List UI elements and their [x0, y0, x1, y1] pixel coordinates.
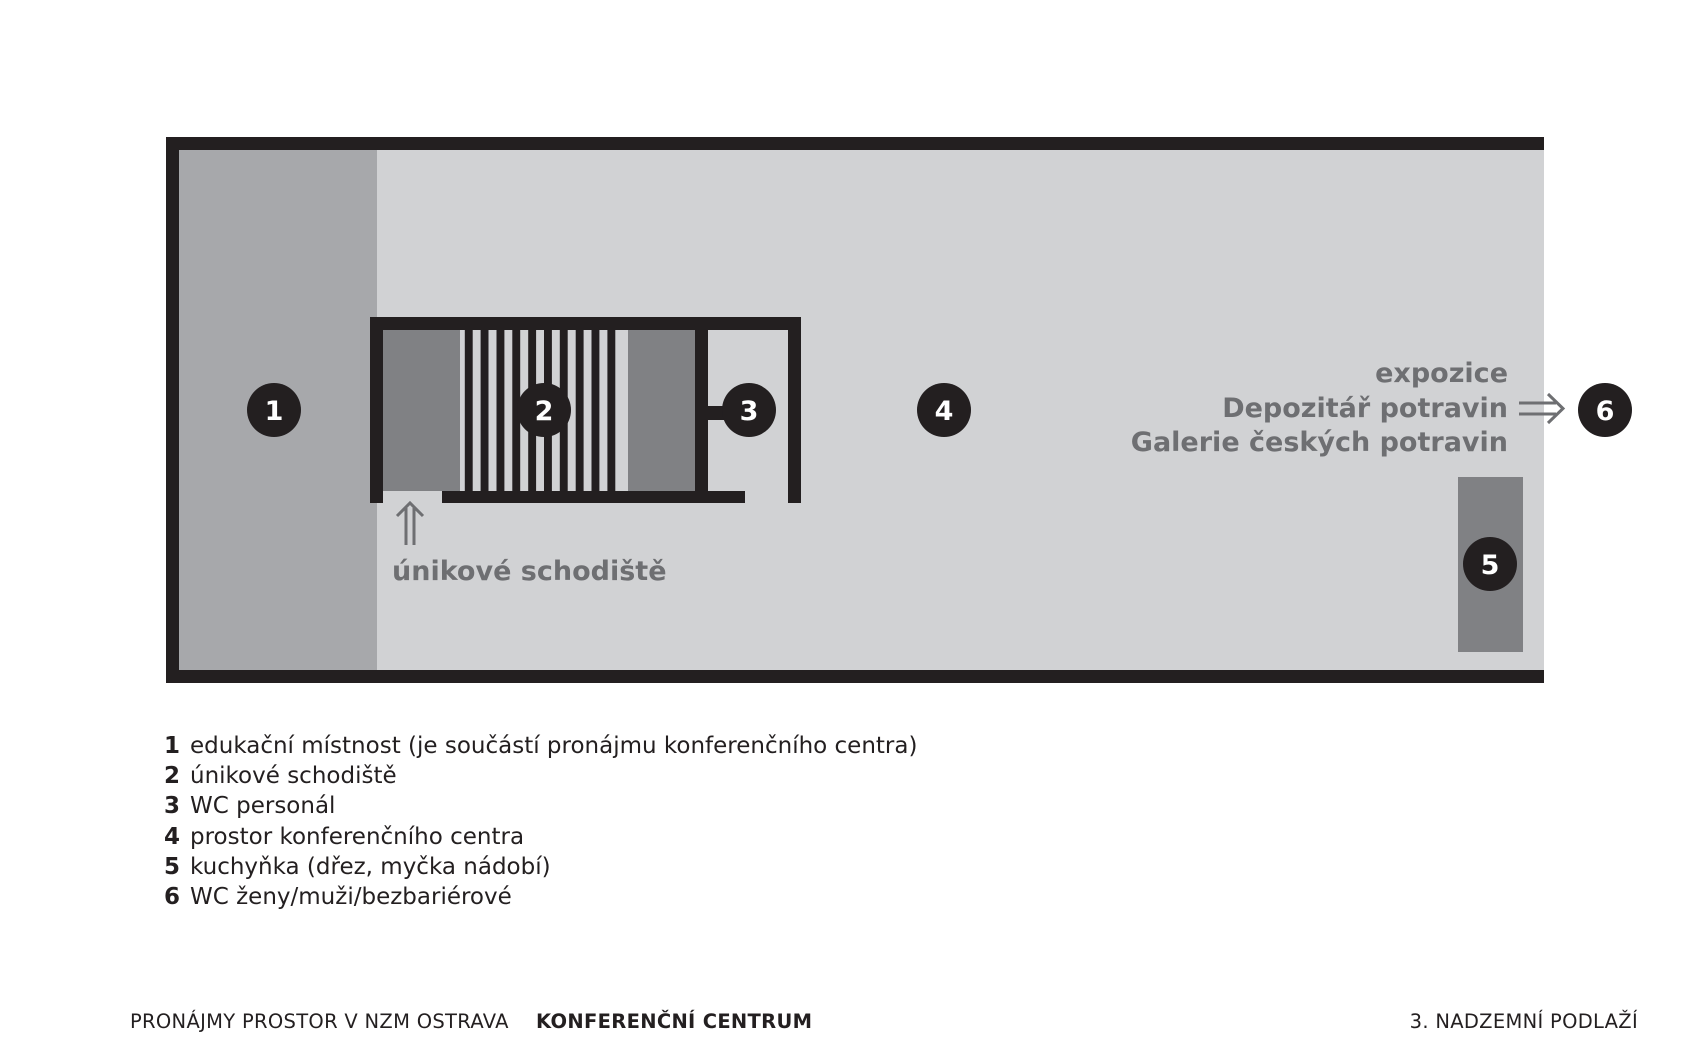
legend-item-6-number: 6 [164, 884, 181, 911]
stair-tread [465, 329, 473, 491]
badge-3-label: 3 [739, 396, 759, 427]
legend-item-4-text: prostor konferenčního centra [190, 823, 525, 850]
core-wall-left [370, 317, 383, 503]
stair-tread [607, 329, 615, 491]
direction-label-depozitar: Depozitář potravin [1222, 393, 1508, 424]
stair-landing-right [628, 329, 695, 491]
legend-item-1 [164, 731, 917, 761]
stair-tread [592, 329, 600, 491]
footer-section-name: PRONÁJMY PROSTOR V NZM OSTRAVA [130, 1010, 509, 1033]
badge-2 [517, 383, 571, 437]
legend-item-2-text: únikové schodiště [190, 763, 397, 790]
legend-item-1-text: edukační místnost (je součástí pronájmu konferenčního centra) [190, 733, 918, 759]
legend-list [164, 731, 917, 912]
badge-4 [917, 383, 971, 437]
wall-bottom [166, 670, 1544, 683]
footer-floor-name: 3. NADZEMNÍ PODLAŽÍ [1409, 1010, 1638, 1033]
wall-left [166, 137, 179, 683]
legend-item-2 [164, 761, 917, 791]
legend-item-6-text: WC ženy/muži/bezbariérové [190, 884, 512, 911]
core-wall-wc-right [788, 317, 801, 503]
core-wall-top [370, 317, 801, 330]
legend-item-6 [164, 882, 917, 912]
badge-5 [1463, 537, 1517, 591]
stair-tread [481, 329, 489, 491]
badge-2-label: 2 [534, 396, 554, 427]
badge-6-label: 6 [1595, 396, 1615, 427]
footer-page-title: KONFERENČNÍ CENTRUM [536, 1010, 813, 1033]
legend-item-5-number: 5 [164, 853, 181, 880]
badge-1 [247, 383, 301, 437]
legend-item-5-text: kuchyňka (dřez, myčka nádobí) [190, 853, 551, 880]
legend-item-1-number: 1 [164, 733, 181, 759]
badge-6 [1578, 383, 1632, 437]
legend-item-4 [164, 822, 917, 852]
badge-5-label: 5 [1480, 550, 1500, 581]
wall-top [166, 137, 1544, 150]
direction-label-expozice: expozice [1375, 358, 1508, 389]
direction-label-galerie: Galerie českých potravin [1130, 427, 1508, 458]
legend-item-2-number: 2 [164, 763, 181, 790]
legend-item-3-text: WC personál [190, 793, 336, 820]
stair-tread [497, 329, 505, 491]
stair-tread [576, 329, 584, 491]
badge-3 [722, 383, 776, 437]
badge-4-label: 4 [934, 396, 954, 427]
legend-item-4-number: 4 [164, 823, 181, 850]
stair-landing-left [383, 329, 460, 491]
legend-item-3-number: 3 [164, 793, 181, 820]
escape-stairs-label: únikové schodiště [392, 556, 667, 587]
legend-item-3 [164, 791, 917, 821]
badge-1-label: 1 [264, 396, 284, 427]
legend-item-5 [164, 852, 917, 882]
